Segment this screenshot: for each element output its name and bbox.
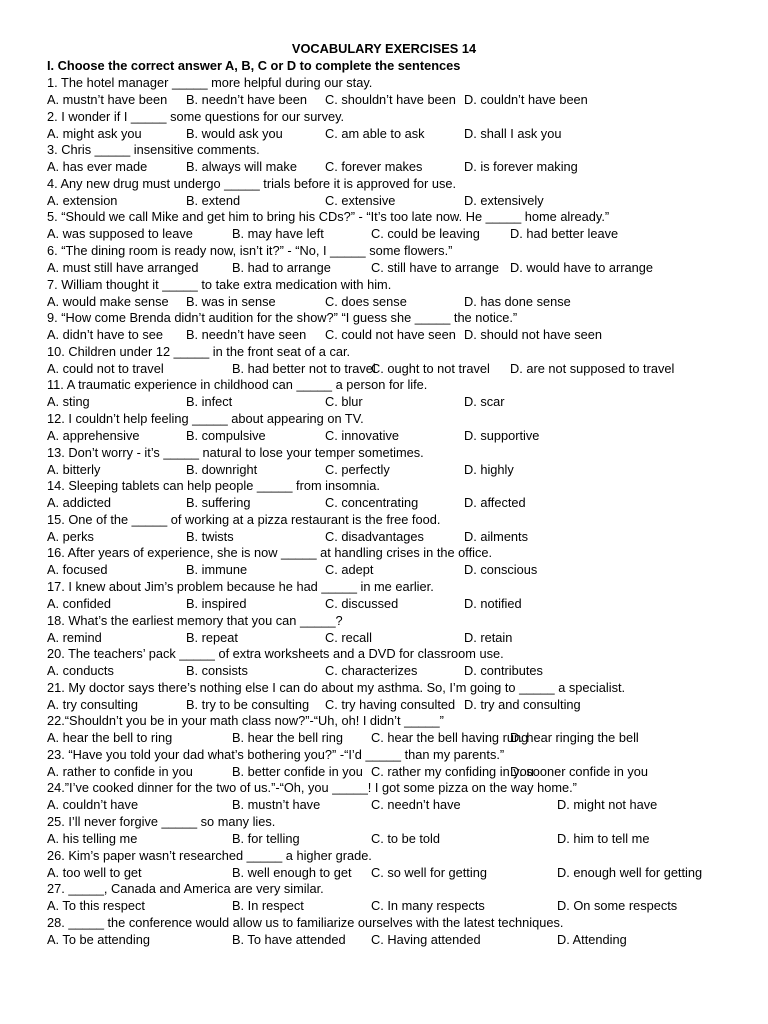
answer-option-a: A. conducts	[47, 663, 114, 679]
question-item	[0, 75, 768, 109]
answer-option-d: D. conscious	[464, 562, 538, 578]
answer-option-d: D. contributes	[464, 663, 543, 679]
question-stem: 1. The hotel manager _____ more helpful during our stay.	[47, 75, 373, 90]
answer-option-d: D. Attending	[557, 931, 627, 947]
answer-option-b: B. try to be consulting	[186, 696, 310, 712]
answer-option-c: C. forever makes	[325, 159, 423, 175]
answer-option-b: B. downright	[186, 461, 258, 477]
question-stem: 18. What’s the earliest memory that you can _____?	[47, 612, 343, 628]
question-stem: 9. “How come Brenda didn’t audition for the show?” “I guess she _____ the notice.”	[47, 310, 518, 326]
question-item	[0, 881, 768, 915]
answer-option-d: D. highly	[464, 461, 514, 477]
answer-option-a: A. has ever made	[47, 159, 148, 175]
answer-option-d: D. might not have	[557, 797, 658, 813]
page-title: VOCABULARY EXERCISES 14	[291, 41, 477, 56]
answer-option-d: D. sooner confide in you	[510, 763, 649, 779]
answer-option-b: B. well enough to get	[232, 864, 352, 880]
answer-option-c: C. to be told	[371, 831, 441, 847]
answer-option-d: D. are not supposed to travel	[510, 360, 675, 376]
answer-option-c: C. characterizes	[325, 663, 418, 679]
question-item	[0, 377, 768, 411]
answer-option-b: B. had better not to travel	[232, 360, 376, 376]
answer-option-c: C. adept	[325, 562, 374, 578]
question-item	[0, 142, 768, 176]
question-stem: 16. After years of experience, she is now _____ at handling crises in the office.	[47, 545, 493, 561]
question-stem: 6. “The dining room is ready now, isn’t it?” - “No, I _____ some flowers.”	[47, 242, 453, 258]
question-item	[0, 814, 768, 848]
question-item	[0, 848, 768, 882]
answer-option-c: C. In many respects	[371, 898, 485, 914]
question-stem: 11. A traumatic experience in childhood can _____ a person for life.	[47, 377, 428, 393]
answer-option-b: B. needn’t have seen	[186, 327, 307, 343]
answer-option-b: B. for telling	[232, 831, 300, 847]
answer-option-c: C. so well for getting	[371, 864, 487, 880]
answer-option-b: B. twists	[186, 528, 234, 544]
answer-option-c: C. hear the bell having rung	[371, 730, 529, 746]
answer-option-c: C. recall	[325, 629, 372, 645]
answer-option-c: C. innovative	[325, 427, 399, 443]
question-stem: 17. I knew about Jim’s problem because he had _____ in me earlier.	[47, 578, 434, 594]
answer-option-b: B. consists	[186, 663, 248, 679]
answer-option-a: A. sting	[47, 394, 90, 410]
answer-option-b: B. was in sense	[186, 293, 276, 309]
answer-option-c: C. rather my confiding in you	[371, 763, 534, 779]
question-item	[0, 512, 768, 546]
answer-option-d: D. On some respects	[557, 898, 678, 914]
question-item	[0, 613, 768, 647]
question-item	[0, 478, 768, 512]
question-stem: 10. Children under 12 _____ in the front seat of a car.	[47, 343, 351, 359]
answer-option-a: A. his telling me	[47, 831, 138, 847]
question-item	[0, 646, 768, 680]
answer-option-d: D. extensively	[464, 192, 544, 208]
question-item	[0, 545, 768, 579]
answer-option-d: D. try and consulting	[464, 696, 581, 712]
answer-option-c: C. still have to arrange	[371, 259, 500, 275]
answer-option-c: C. concentrating	[325, 495, 419, 511]
question-list	[0, 75, 768, 948]
question-stem: 14. Sleeping tablets can help people _____ from insomnia.	[47, 478, 380, 494]
question-stem: 24.”I’ve cooked dinner for the two of us.”-“Oh, you _____! I got some pizza on the way home.”	[47, 780, 577, 796]
answer-option-a: A. apprehensive	[47, 427, 140, 443]
question-item	[0, 277, 768, 311]
answer-option-c: C. Having attended	[371, 931, 481, 947]
answer-option-a: A. must still have arranged	[47, 259, 199, 275]
question-item	[0, 579, 768, 613]
answer-option-d: D. notified	[464, 595, 522, 611]
question-stem: 21. My doctor says there’s nothing else I can do about my asthma. So, I’m going to _____ a specialist.	[47, 679, 626, 695]
answer-option-c: C. discussed	[325, 595, 399, 611]
answer-option-a: A. mustn’t have been	[47, 92, 168, 107]
answer-option-c: C. could not have seen	[325, 327, 456, 343]
answer-option-b: B. To have attended	[232, 931, 346, 947]
answer-option-d: D. has done sense	[464, 293, 571, 309]
question-stem: 12. I couldn’t help feeling _____ about appearing on TV.	[47, 410, 364, 426]
answer-option-a: A. confided	[47, 595, 112, 611]
question-stem: 2. I wonder if I _____ some questions for our survey.	[47, 108, 345, 124]
answer-option-d: D. should not have seen	[464, 327, 603, 343]
question-item	[0, 713, 768, 747]
answer-option-d: D. ailments	[464, 528, 529, 544]
answer-option-d: D. enough well for getting	[557, 864, 703, 880]
answer-option-d: D. hear ringing the bell	[510, 730, 639, 746]
answer-option-b: B. In respect	[232, 898, 304, 914]
answer-option-b: B. needn’t have been	[186, 92, 307, 107]
answer-option-a: A. try consulting	[47, 696, 139, 712]
answer-option-d: D. scar	[464, 394, 505, 410]
answer-option-a: A. extension	[47, 192, 118, 208]
answer-option-d: D. had better leave	[510, 226, 619, 242]
answer-option-b: B. mustn’t have	[232, 797, 321, 813]
answer-option-d: D. shall I ask you	[464, 125, 562, 141]
answer-option-c: C. shouldn’t have been	[325, 92, 456, 107]
answer-option-a: A. To this respect	[47, 898, 145, 914]
answer-option-a: A. too well to get	[47, 864, 142, 880]
question-item	[0, 344, 768, 378]
section-instruction: I. Choose the correct answer A, B, C or D to complete the sentences	[47, 58, 461, 73]
question-item	[0, 209, 768, 243]
question-item	[0, 780, 768, 814]
question-stem: 23. “Have you told your dad what’s bothering you?” -“I’d _____ than my parents.”	[47, 746, 505, 762]
answer-option-a: A. bitterly	[47, 461, 101, 477]
answer-option-d: D. retain	[464, 629, 513, 645]
answer-option-b: B. infect	[186, 394, 233, 410]
answer-option-a: A. couldn’t have	[47, 797, 139, 813]
question-stem: 4. Any new drug must undergo _____ trials before it is approved for use.	[47, 175, 457, 191]
answer-option-b: B. would ask you	[186, 125, 283, 141]
answer-option-b: B. extend	[186, 192, 241, 208]
answer-option-d: D. supportive	[464, 427, 540, 443]
question-stem: 22.“Shouldn’t you be in your math class now?”-“Uh, oh! I didn’t _____”	[47, 713, 444, 729]
question-stem: 25. I’ll never forgive _____ so many lies.	[47, 814, 276, 830]
answer-option-c: C. perfectly	[325, 461, 390, 477]
question-item	[0, 680, 768, 714]
answer-option-b: B. hear the bell ring	[232, 730, 343, 746]
answer-option-b: B. always will make	[186, 159, 297, 175]
answer-option-d: D. would have to arrange	[510, 259, 653, 275]
question-item	[0, 915, 768, 949]
answer-option-d: D. is forever making	[464, 159, 578, 175]
answer-option-c: C. ought to not travel	[371, 360, 490, 376]
answer-option-c: C. does sense	[325, 293, 407, 309]
question-item	[0, 176, 768, 210]
question-stem: 13. Don’t worry - it’s _____ natural to lose your temper sometimes.	[47, 444, 424, 460]
answer-option-a: A. hear the bell to ring	[47, 730, 173, 746]
question-item	[0, 310, 768, 344]
question-stem: 20. The teachers’ pack _____ of extra worksheets and a DVD for classroom use.	[47, 646, 504, 662]
question-item	[0, 109, 768, 143]
answer-option-c: C. am able to ask	[325, 125, 425, 141]
answer-option-a: A. addicted	[47, 495, 112, 511]
answer-option-c: C. needn’t have	[371, 797, 461, 813]
question-stem: 7. William thought it _____ to take extra medication with him.	[47, 276, 392, 292]
question-stem: 5. “Should we call Mike and get him to bring his CDs?” - “It’s too late now. He _____ home already.”	[47, 209, 610, 225]
answer-option-a: A. rather to confide in you	[47, 763, 193, 779]
question-stem: 27. _____, Canada and America are very similar.	[47, 881, 324, 897]
answer-option-c: C. try having consulted	[325, 696, 456, 712]
answer-option-a: A. would make sense	[47, 293, 169, 309]
question-item	[0, 445, 768, 479]
answer-option-a: A. didn’t have to see	[47, 327, 163, 343]
answer-option-b: B. may have left	[232, 226, 324, 242]
answer-option-a: A. was supposed to leave	[47, 226, 193, 242]
answer-option-a: A. remind	[47, 629, 102, 645]
answer-option-b: B. repeat	[186, 629, 238, 645]
answer-option-c: C. could be leaving	[371, 226, 480, 242]
answer-option-b: B. inspired	[186, 595, 247, 611]
answer-option-d: D. him to tell me	[557, 831, 650, 847]
answer-option-b: B. compulsive	[186, 427, 266, 443]
answer-option-b: B. suffering	[186, 495, 251, 511]
answer-option-b: B. better confide in you	[232, 763, 363, 779]
question-stem: 15. One of the _____ of working at a pizza restaurant is the free food.	[47, 511, 441, 527]
answer-option-d: D. affected	[464, 495, 526, 511]
answer-option-c: C. blur	[325, 394, 363, 410]
question-item	[0, 747, 768, 781]
answer-option-a: A. might ask you	[47, 125, 142, 141]
answer-option-b: B. had to arrange	[232, 259, 331, 275]
answer-option-a: A. focused	[47, 562, 108, 578]
answer-option-c: C. disadvantages	[325, 528, 424, 544]
answer-option-b: B. immune	[186, 562, 248, 578]
answer-option-d: D. couldn’t have been	[464, 92, 588, 107]
question-item	[0, 243, 768, 277]
answer-option-a: A. To be attending	[47, 931, 150, 947]
question-stem: 26. Kim’s paper wasn’t researched _____ a higher grade.	[47, 847, 372, 863]
question-stem: 28. _____ the conference would allow us to familiarize ourselves with the latest techniques.	[47, 914, 564, 930]
answer-option-a: A. could not to travel	[47, 360, 164, 376]
question-item	[0, 411, 768, 445]
question-stem: 3. Chris _____ insensitive comments.	[47, 142, 260, 158]
answer-option-c: C. extensive	[325, 192, 396, 208]
answer-option-a: A. perks	[47, 528, 94, 544]
